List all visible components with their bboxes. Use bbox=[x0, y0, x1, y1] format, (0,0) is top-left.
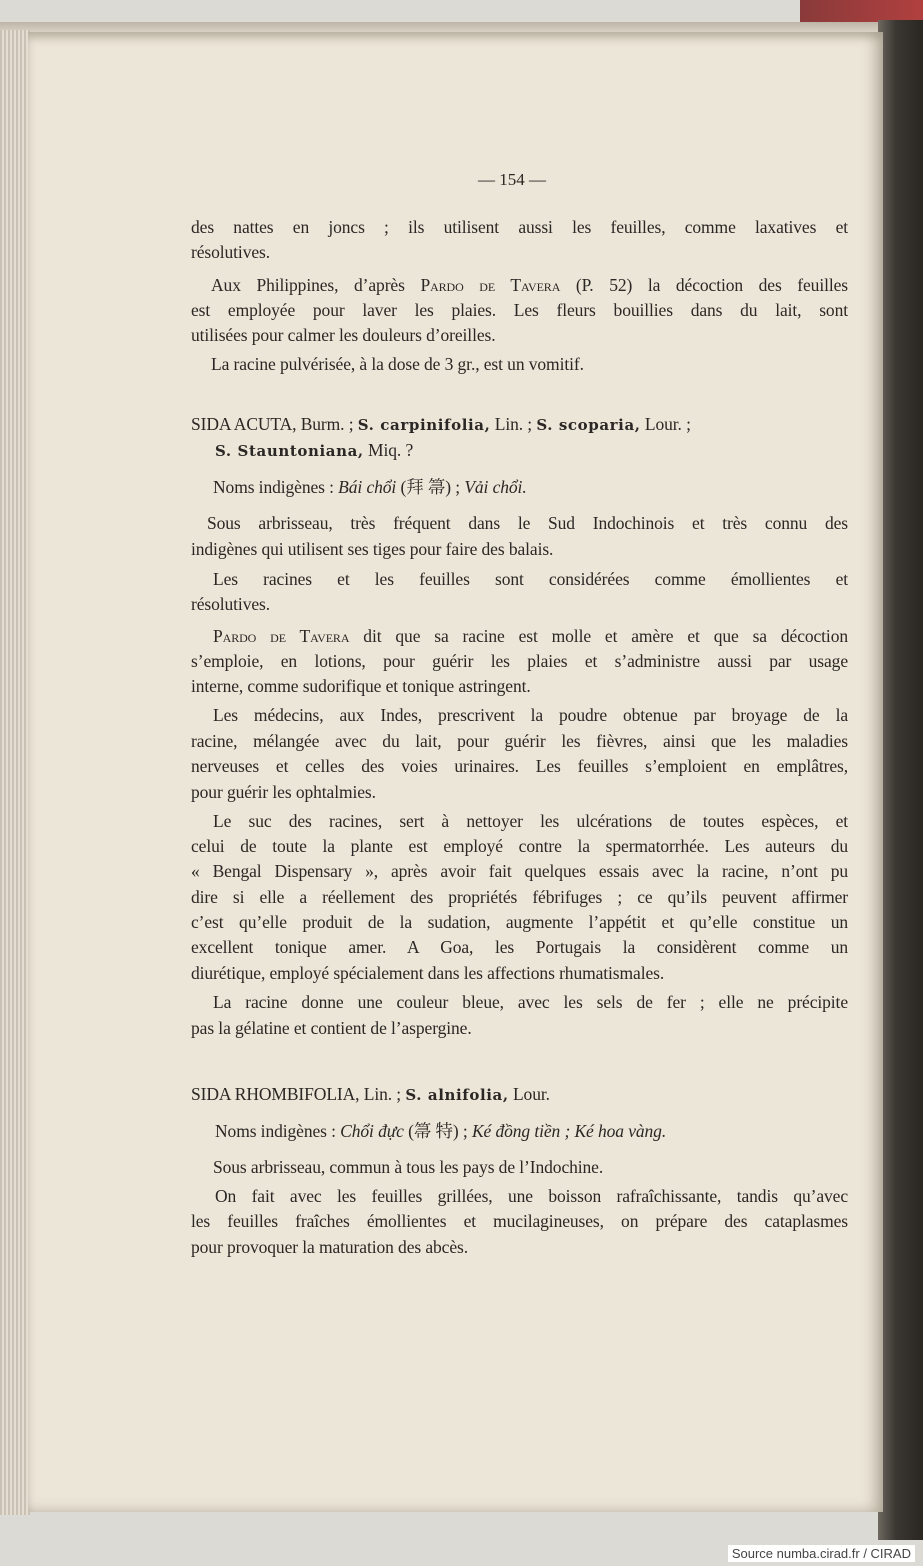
text-segment: c’est qu’elle produit de la sudation, augmente l’appétit et qu’elle constitue un bbox=[191, 912, 848, 932]
text-line bbox=[213, 704, 848, 726]
text-segment: excellent tonique amer. A Goa, les Portugais la considèrent comme un bbox=[191, 937, 848, 957]
text-line bbox=[191, 755, 848, 777]
text-line bbox=[211, 274, 848, 296]
text-segment: Lin. ; bbox=[490, 414, 537, 434]
text-segment: s’emploie, en lotions, pour guérir les plaies et s’administre aussi par usage bbox=[191, 651, 848, 671]
text-line bbox=[191, 911, 848, 933]
text-line bbox=[191, 593, 848, 615]
vernacular-name: Vải chổi. bbox=[464, 477, 527, 497]
species-name: S. alnifolia, bbox=[405, 1086, 509, 1104]
book-right-edge bbox=[878, 20, 923, 1540]
text-line bbox=[213, 625, 848, 647]
text-line bbox=[191, 730, 848, 752]
text-line bbox=[191, 886, 848, 908]
text-line bbox=[191, 675, 848, 697]
text-line bbox=[191, 324, 848, 346]
text-segment: Noms indigènes : bbox=[215, 1121, 341, 1141]
text-line bbox=[191, 962, 848, 984]
text-line bbox=[213, 1156, 848, 1178]
text-segment: Miq. ? bbox=[363, 440, 414, 460]
text-segment: diurétique, employé spécialement dans les affections rhumatismales. bbox=[191, 963, 665, 983]
text-segment: La racine donne une couleur bleue, avec les sels de fer ; elle ne précipite bbox=[213, 992, 848, 1012]
text-segment: Sous arbrisseau, commun à tous les pays de l’Indochine. bbox=[213, 1157, 604, 1177]
text-segment: Sous arbrisseau, très fréquent dans le Sud Indochinois et très connu des bbox=[207, 513, 848, 533]
text-segment: Aux Philippines, d’après bbox=[211, 275, 421, 295]
text-segment: Le suc des racines, sert à nettoyer les ulcérations de toutes espèces, et bbox=[213, 811, 848, 831]
text-segment: SIDA RHOMBIFOLIA, Lin. ; bbox=[191, 1084, 406, 1104]
author-name: Pardo de Tavera bbox=[420, 275, 561, 295]
text-line bbox=[191, 241, 848, 263]
text-segment: interne, comme sudorifique et tonique astringent. bbox=[191, 676, 531, 696]
species-name: S. scoparia, bbox=[536, 416, 641, 434]
text-line bbox=[191, 936, 848, 958]
text-segment: celui de toute la plante est employé contre la spermatorrhée. Les auteurs du bbox=[191, 836, 848, 856]
author-name: Pardo de Tavera bbox=[213, 626, 350, 646]
text-segment: On fait avec les feuilles grillées, une boisson rafraîchissante, tandis qu’avec bbox=[215, 1186, 848, 1206]
page-number: — 154 — bbox=[478, 170, 546, 189]
text-line bbox=[191, 1017, 848, 1039]
vernacular-name: Ké đồng tiền ; Ké hoa vàng. bbox=[471, 1121, 667, 1141]
text-segment: Lour. bbox=[508, 1084, 550, 1104]
text-line bbox=[191, 860, 848, 882]
vernacular-name: Bái chổi bbox=[338, 477, 397, 497]
text-segment: nerveuses et celles des voies urinaires. Les feuilles s’emploient en emplâtres, bbox=[191, 756, 848, 776]
text-segment: SIDA ACUTA, Burm. ; bbox=[191, 414, 358, 434]
text-segment: (拜 箒) ; bbox=[396, 477, 465, 497]
text-line bbox=[211, 353, 848, 375]
text-segment: utilisées pour calmer les douleurs d’oreilles. bbox=[191, 325, 496, 345]
text-segment: des nattes en joncs ; ils utilisent aussi les feuilles, comme laxatives et bbox=[191, 217, 848, 237]
text-line bbox=[213, 568, 848, 590]
text-line bbox=[191, 413, 848, 436]
text-segment: est employée pour laver les plaies. Les fleurs bouillies dans du lait, sont bbox=[191, 300, 848, 320]
text-line bbox=[213, 991, 848, 1013]
text-segment: résolutives. bbox=[191, 594, 270, 614]
text-segment: indigènes qui utilisent ses tiges pour faire des balais. bbox=[191, 539, 554, 559]
text-line bbox=[191, 299, 848, 321]
text-segment: Lour. ; bbox=[640, 414, 691, 434]
text-line bbox=[213, 476, 848, 498]
text-line bbox=[191, 835, 848, 857]
text-line bbox=[191, 1210, 848, 1232]
text-segment: résolutives. bbox=[191, 242, 270, 262]
species-name: S. carpinifolia, bbox=[357, 416, 491, 434]
text-segment: pour provoquer la maturation des abcès. bbox=[191, 1237, 468, 1257]
species-name: S. Stauntoniana, bbox=[215, 442, 364, 460]
text-segment: (箒 特) ; bbox=[403, 1121, 472, 1141]
source-credit: Source numba.cirad.fr / CIRAD bbox=[728, 1545, 915, 1562]
text-segment: dire si elle a réellement des propriétés fébrifuges ; ce qu’ils peuvent affirmer bbox=[191, 887, 848, 907]
text-line bbox=[215, 1120, 848, 1142]
text-line bbox=[207, 512, 848, 534]
text-line bbox=[213, 810, 848, 832]
text-segment: pour guérir les ophtalmies. bbox=[191, 782, 376, 802]
text-segment: pas la gélatine et contient de l’aspergine. bbox=[191, 1018, 472, 1038]
text-segment: dit que sa racine est molle et amère et que sa décoction bbox=[349, 626, 848, 646]
text-line bbox=[215, 439, 848, 462]
vernacular-name: Chổi đực bbox=[340, 1121, 404, 1141]
text-line bbox=[191, 650, 848, 672]
text-line bbox=[191, 1083, 848, 1106]
text-line bbox=[215, 1185, 848, 1207]
text-segment: Les racines et les feuilles sont considérées comme émollientes et bbox=[213, 569, 848, 589]
text-segment: (P. 52) la décoction des feuilles bbox=[560, 275, 848, 295]
text-line bbox=[191, 781, 848, 803]
text-segment: « Bengal Dispensary », après avoir fait quelques essais avec la racine, n’ont pu bbox=[191, 861, 848, 881]
text-segment: Noms indigènes : bbox=[213, 477, 339, 497]
text-line bbox=[191, 1236, 848, 1258]
page-stack-edge bbox=[0, 30, 30, 1515]
text-segment: Les médecins, aux Indes, prescrivent la poudre obtenue par broyage de la bbox=[213, 705, 848, 725]
text-line bbox=[191, 216, 848, 238]
text-segment: les feuilles fraîches émollientes et mucilagineuses, on prépare des cataplasmes bbox=[191, 1211, 848, 1231]
text-line bbox=[191, 538, 848, 560]
text-segment: racine, mélangée avec du lait, pour guérir les fièvres, ainsi que les maladies bbox=[191, 731, 848, 751]
text-segment: La racine pulvérisée, à la dose de 3 gr., est un vomitif. bbox=[211, 354, 584, 374]
